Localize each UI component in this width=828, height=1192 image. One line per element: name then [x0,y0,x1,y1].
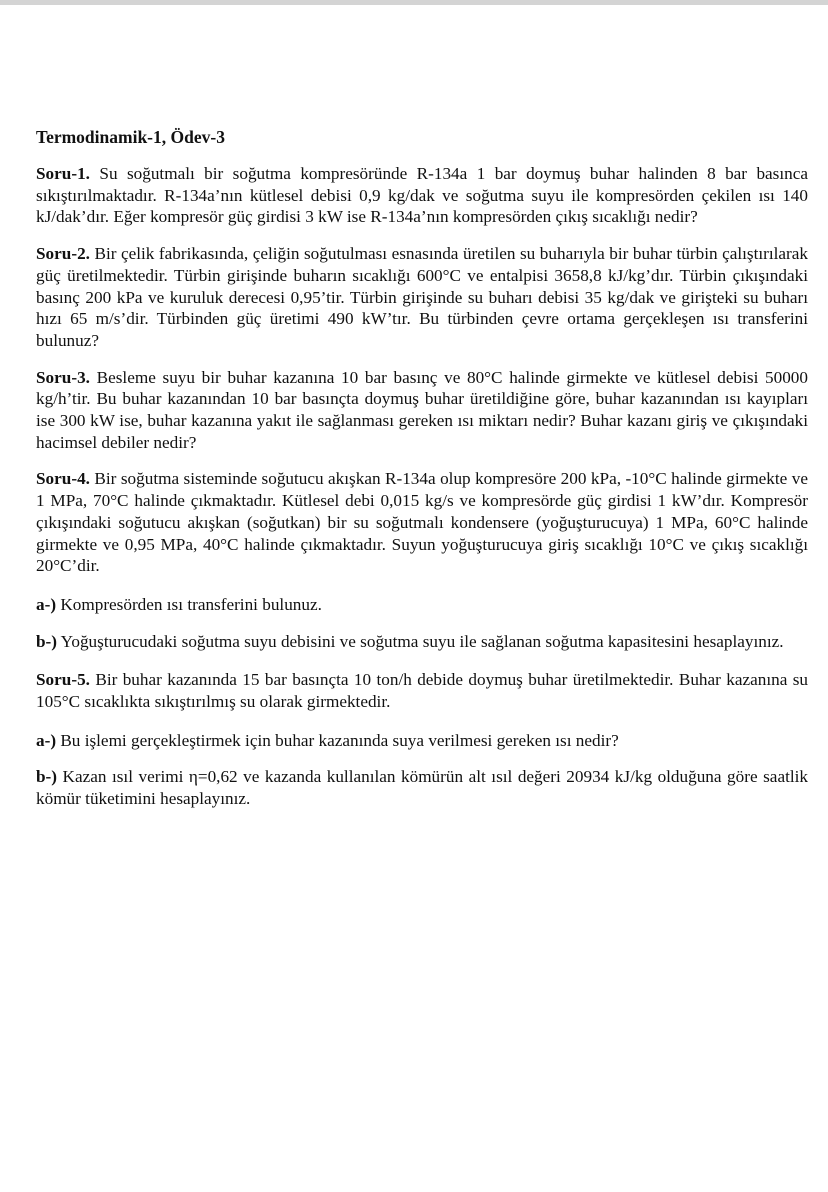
document-page [36,126,808,825]
question-text: Bir çelik fabrikasında, çeliğin soğutulması esnasında üretilen su buharıyla bir buhar türbin çalıştırılarak güç üretilmektedir. Türbin girişinde buharın sıcaklığı 600°C ve entalpisi 3658,8 kJ/kg’dır. Türbin çıkışındaki basınç 200 kPa ve kuruluk derecesi 0,95’tir. Türbin girişinde su buharı debisi 35 kg/dak ve girişteki su buharı hızı 65 m/s’dir. Türbinden güç üretimi 490 kW’tır. Bu türbinden çevre ortama gerçekleşen ısı transferini bulunuz? [36,244,808,350]
subquestion-label: b-) [36,631,58,651]
question-text: Su soğutmalı bir soğutma kompresöründe R-134a 1 bar doymuş buhar halinden 8 bar basınca sıkıştırılmaktadır. R-134a’nın kütlesel debisi 0,9 kg/dak ve soğutma suyu ile kompresörden çekilen ısı 140 kJ/dak’dır. Eğer kompresör güç girdisi 3 kW ise R-134a’nın kompresörden çıkış sıcaklığı nedir? [36,164,808,227]
top-edge-bar [0,0,828,5]
subquestion-label: b-) [36,767,58,787]
question-2 [36,243,808,352]
question-4b [36,631,808,653]
question-5 [36,669,808,712]
question-1 [36,163,808,228]
question-label: Soru-5. [36,670,90,690]
subquestion-text: Kazan ısıl verimi η=0,62 ve kazanda kullanılan kömürün alt ısıl değeri 20934 kJ/kg olduğuna göre saatlik kömür tüketimini hesaplayınız. [36,767,808,809]
question-label: Soru-4. [36,469,90,489]
question-text: Bir buhar kazanında 15 bar basınçta 10 ton/h debide doymuş buhar üretilmektedir. Buhar kazanına su 105°C sıcaklıkta sıkıştırılmış su olarak girmektedir. [36,670,808,712]
subquestion-label: a-) [36,730,57,750]
question-5b [36,766,808,809]
question-3 [36,367,808,454]
question-label: Soru-2. [36,244,90,264]
question-5a [36,730,808,752]
question-4 [36,468,808,577]
question-4a [36,594,808,616]
question-text: Besleme suyu bir buhar kazanına 10 bar basınç ve 80°C halinde girmekte ve kütlesel debisi 50000 kg/h’tir. Bu buhar kazanından 10 bar basınçta doymuş buhar üretildiğine göre, buhar kazanından ısı kayıpları ise 300 kW ise, buhar kazanına yakıt ile sağlanması gereken ısı miktarı nedir? Buhar kazanı giriş ve çıkışındaki hacimsel debiler nedir? [36,367,808,452]
question-text: Bir soğutma sisteminde soğutucu akışkan R-134a olup kompresöre 200 kPa, -10°C halinde girmekte ve 1 MPa, 70°C halinde çıkmaktadır. Kütlesel debi 0,015 kg/s ve kompresörde güç girdisi 1 kW’dır. Kompresör çıkışındaki soğutucu akışkan (soğutkan) bir su soğutmalı kondensere (yoğuşturucuya) 1 MPa, 60°C halinde girmekte ve 0,95 MPa, 40°C halinde çıkmaktadır. Suyun yoğuşturucuya giriş sıcaklığı 10°C ve çıkış sıcaklığı 20°C’dir. [36,469,808,576]
question-label: Soru-3. [36,367,90,387]
question-label: Soru-1. [36,164,90,183]
subquestion-label: a-) [36,594,57,614]
subquestion-text: Kompresörden ısı transferini bulunuz. [56,594,322,614]
subquestion-text: Yoğuşturucudaki soğutma suyu debisini ve soğutma suyu ile sağlanan soğutma kapasitesini hesaplayınız. [57,631,784,651]
subquestion-text: Bu işlemi gerçekleştirmek için buhar kazanında suya verilmesi gereken ısı nedir? [56,730,619,750]
document-title: Termodinamik-1, Ödev-3 [36,127,225,147]
